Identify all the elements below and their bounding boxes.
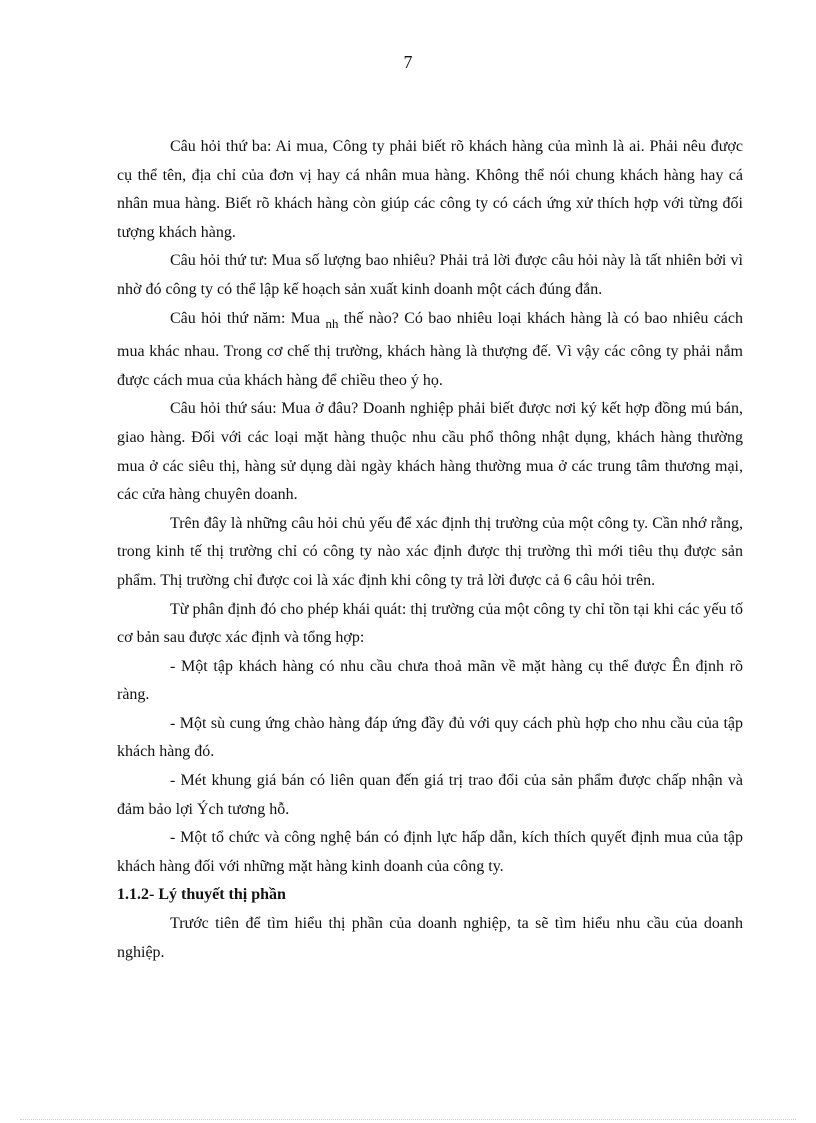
paragraph-question-five bbox=[117, 305, 743, 396]
document-body bbox=[117, 133, 743, 967]
page-bottom-divider bbox=[20, 1119, 796, 1120]
section-heading: 1.1.2- Lý thuyết thị phần bbox=[117, 886, 286, 904]
paragraph-question-four: Câu hỏi thứ tư: Mua số lượng bao nhiêu? Phải trả lời được câu hỏi này là tất nhiên bởi vì nhờ đó công ty có thể lập kế hoạch sản xuất kinh doanh một cách đúng đắn. bbox=[117, 252, 743, 298]
page-number: 7 bbox=[403, 52, 413, 72]
paragraph-question-six: Câu hỏi thứ sáu: Mua ở đâu? Doanh nghiệp phải biết được nơi ký kết hợp đồng mú bán, giao hàng. Đối với các loại mặt hàng thuộc nhu cầu phổ thông nhật dụng, khách hàng thường mua ở các siêu thị, hàng sử dụng dài ngày khách hàng thường mua ở các trung tâm thương mại, các cửa hàng chuyên doanh. bbox=[117, 400, 743, 504]
paragraph-generalization: Từ phân định đó cho phép khái quát: thị trường của một công ty chỉ tồn tại khi các yếu tố cơ bản sau được xác định và tổng hợp: bbox=[117, 600, 743, 647]
section-paragraph: Trước tiên để tìm hiểu thị phần của doanh nghiệp, ta sẽ tìm hiểu nhu cầu của doanh nghiệp. bbox=[117, 915, 743, 961]
paragraph-summary: Trên đây là những câu hỏi chủ yếu để xác định thị trường của một công ty. Cần nhớ rằng, trong kinh tế thị trường chỉ có công ty nào xác định được thị trường thì mới tiêu thụ được sản phẩm. Thị trường chỉ được coi là xác định khi công ty trả lời được cả 6 câu hỏi trên. bbox=[117, 514, 743, 589]
subscript-fragment: nh bbox=[325, 315, 339, 331]
bullet-item: - Mét khung giá bán có liên quan đến giá trị trao đổi của sản phẩm được chấp nhận và đảm bảo lợi Ých tương hỗ. bbox=[117, 772, 743, 818]
paragraph-text: Câu hỏi thứ năm: Mua bbox=[170, 309, 326, 327]
bullet-item: - Một tập khách hàng có nhu cầu chưa thoả mãn về mặt hàng cụ thể được Ên định rõ ràng. bbox=[117, 657, 743, 704]
paragraph-question-three: Câu hỏi thứ ba: Ai mua, Công ty phải biết rõ khách hàng của mình là ai. Phải nêu được cụ thể tên, địa chỉ của đơn vị hay cá nhân mua hàng. Không thể nói chung khách hàng hay cá nhân mua hàng. Biết rõ khách hàng còn giúp các công ty có cách ứng xử thích hợp với từng đối tượng khách hàng. bbox=[117, 138, 743, 241]
bullet-item: - Một sù cung ứng chào hàng đáp ứng đầy đủ với quy cách phù hợp cho nhu cầu của tập khách hàng đó. bbox=[117, 714, 743, 761]
paragraph-text: thế nào? Có bao nhiêu loại khách hàng là có bao nhiêu cách mua khác nhau. Trong cơ chế thị trường, khách hàng là thượng đế. Vì vậy các công ty phải nắm được cách mua của khách hàng để chiều theo ý họ. bbox=[117, 309, 744, 389]
bullet-item: - Một tổ chức và công nghệ bán có định lực hấp dẫn, kích thích quyết định mua của tập khách hàng đối với những mặt hàng kinh doanh của công ty. bbox=[117, 829, 743, 875]
